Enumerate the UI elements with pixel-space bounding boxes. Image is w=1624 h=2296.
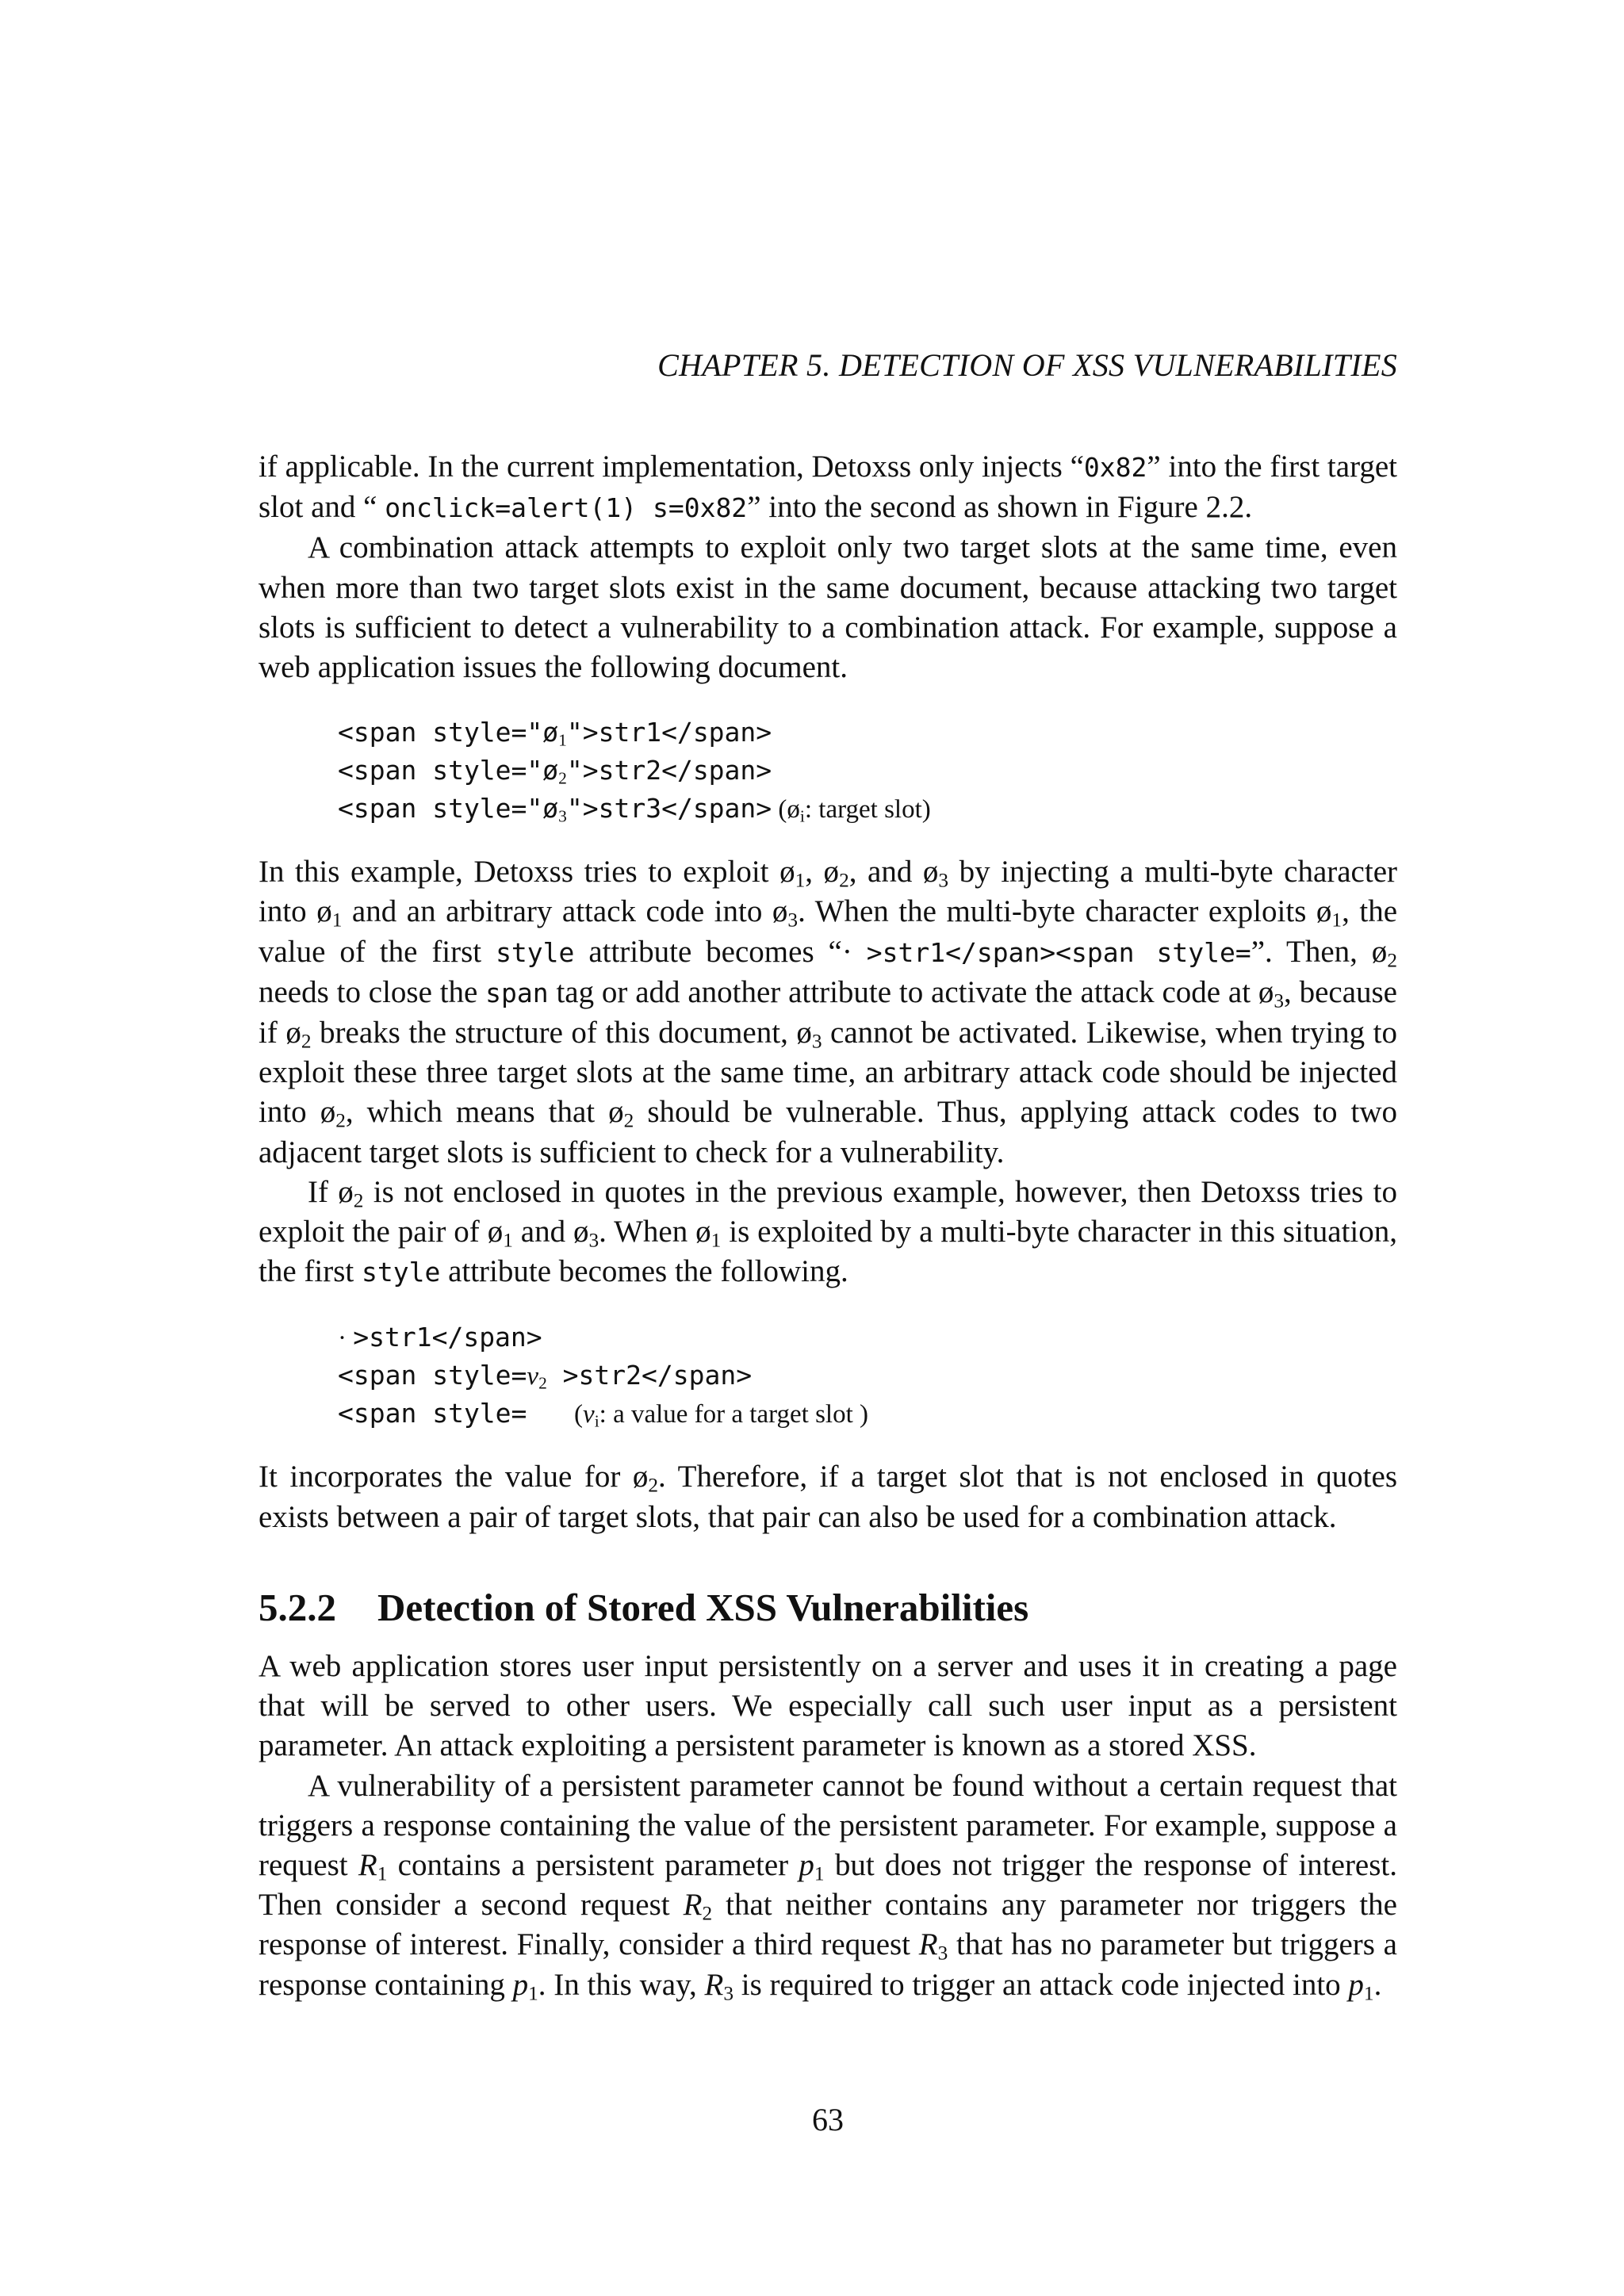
body-text bbox=[259, 447, 1397, 2005]
paragraph-persistent-parameter: A vulnerability of a persistent parameter cannot be found without a certain request that triggers a response containing the value of the persistent parameter. For example, suppose a request $R_1$ contains a persistent parameter $p_1$ but does not trigger the response of interest. Then consider a second request $R_2$ that neither contains any parameter nor triggers the response of interest. Finally, consider a third request $R_3$ that has no parameter but triggers a response containing $p_1$. In this way, $R_3$ is required to trigger an attack code injected into $p_1$. bbox=[259, 1768, 1398, 2005]
inline-code: 0x82 bbox=[1083, 452, 1147, 483]
paragraph-continuation: if applicable. In the current implementation, Detoxss only injects “0x82” into the first target slot and “ onclick=alert(1) s=0x82” into the second as shown in Figure 2.2. bbox=[259, 450, 1397, 525]
paragraph-combination-attack: A combination attack attempts to exploit only two target slots at the same time, even when more than two target slots exist in the same document, because attacking two target slots is sufficient to detect a vulnerability to a combination attack. For example, suppose a web application issues the following document. bbox=[259, 530, 1397, 685]
paragraph-incorporates: It incorporates the value for $ø_2$. Therefore, if a target slot that is not enclosed in quotes exists between a pair of target slots, that pair can also be used for a combination attack. bbox=[259, 1460, 1398, 1534]
code-line: <span style= ($v_i$: a value for a target slot ) bbox=[338, 1398, 869, 1431]
code-annotation: ($v_i$: a value for a target slot ) bbox=[574, 1400, 869, 1431]
code-line: <span $style="ø_3">str3</span>$ ($ø_i$: target slot) bbox=[338, 793, 931, 826]
inline-code: onclick=alert(1) s=0x82 bbox=[385, 492, 748, 524]
code-line: <span $style=v_2$ >str2</span> bbox=[338, 1360, 753, 1393]
code-line: <span $style="ø_1">str1</span>$ bbox=[338, 717, 772, 750]
paragraph-stored-xss-intro: A web application stores user input persistently on a server and uses it in creating a page that will be served to other users. We especially call such user input as a persistent parameter. An attack exploiting a persistent parameter is known as a stored XSS. bbox=[259, 1649, 1397, 1763]
inline-code: span bbox=[485, 977, 549, 1008]
code-example-exploited bbox=[338, 1318, 1397, 1432]
page-number: 63 bbox=[812, 2102, 844, 2137]
code-example-spans bbox=[338, 713, 1397, 827]
inline-code: style bbox=[496, 936, 575, 968]
running-header: CHAPTER 5. DETECTION OF XSS VULNERABILITIES bbox=[657, 347, 1397, 383]
section-number: 5.2.2 bbox=[259, 1585, 336, 1629]
section-heading bbox=[259, 1585, 1397, 1629]
code-annotation: ($ø_i$: target slot) bbox=[772, 795, 931, 826]
document-page bbox=[259, 0, 1397, 2296]
code-line: <span $style="ø_2">str2</span>$ bbox=[338, 755, 772, 788]
inline-code: style bbox=[361, 1257, 441, 1288]
inline-code: >str1</span><span style= bbox=[866, 936, 1251, 968]
paragraph-example-explanation: In this example, Detoxss tries to exploit $ø_1$, $ø_2$, and $ø_3$ by injecting a multi-byte character into $ø_1$ and an arbitrary attack code into $ø_3$. When the multi-byte character exploits $ø_1$, the value of the first style attribute becomes “· >str1</span><span style=”. Then, $ø_2$ needs to close the span tag or add another attribute to activate the attack code at $ø_3$, because if $ø_2$ breaks the structure of this document, $ø_3$ cannot be activated. Likewise, when trying to exploit these three target slots at the same time, an arbitrary attack code should be injected into $ø_2$, which means that $ø_2$ should be vulnerable. Thus, applying attack codes to two adjacent target slots is sufficient to check for a vulnerability. bbox=[259, 855, 1398, 1169]
code-line: · >str1</span> bbox=[338, 1322, 542, 1353]
section-title: Detection of Stored XSS Vulnerabilities bbox=[377, 1585, 1029, 1629]
paragraph-unquoted-slot: If $ø_2$ is not enclosed in quotes in the previous example, however, then Detoxss tries to exploit the pair of $ø_1$ and $ø_3$. When $ø_1$ is exploited by a multi-byte character in this situation, the first style attribute becomes the following. bbox=[259, 1174, 1398, 1289]
